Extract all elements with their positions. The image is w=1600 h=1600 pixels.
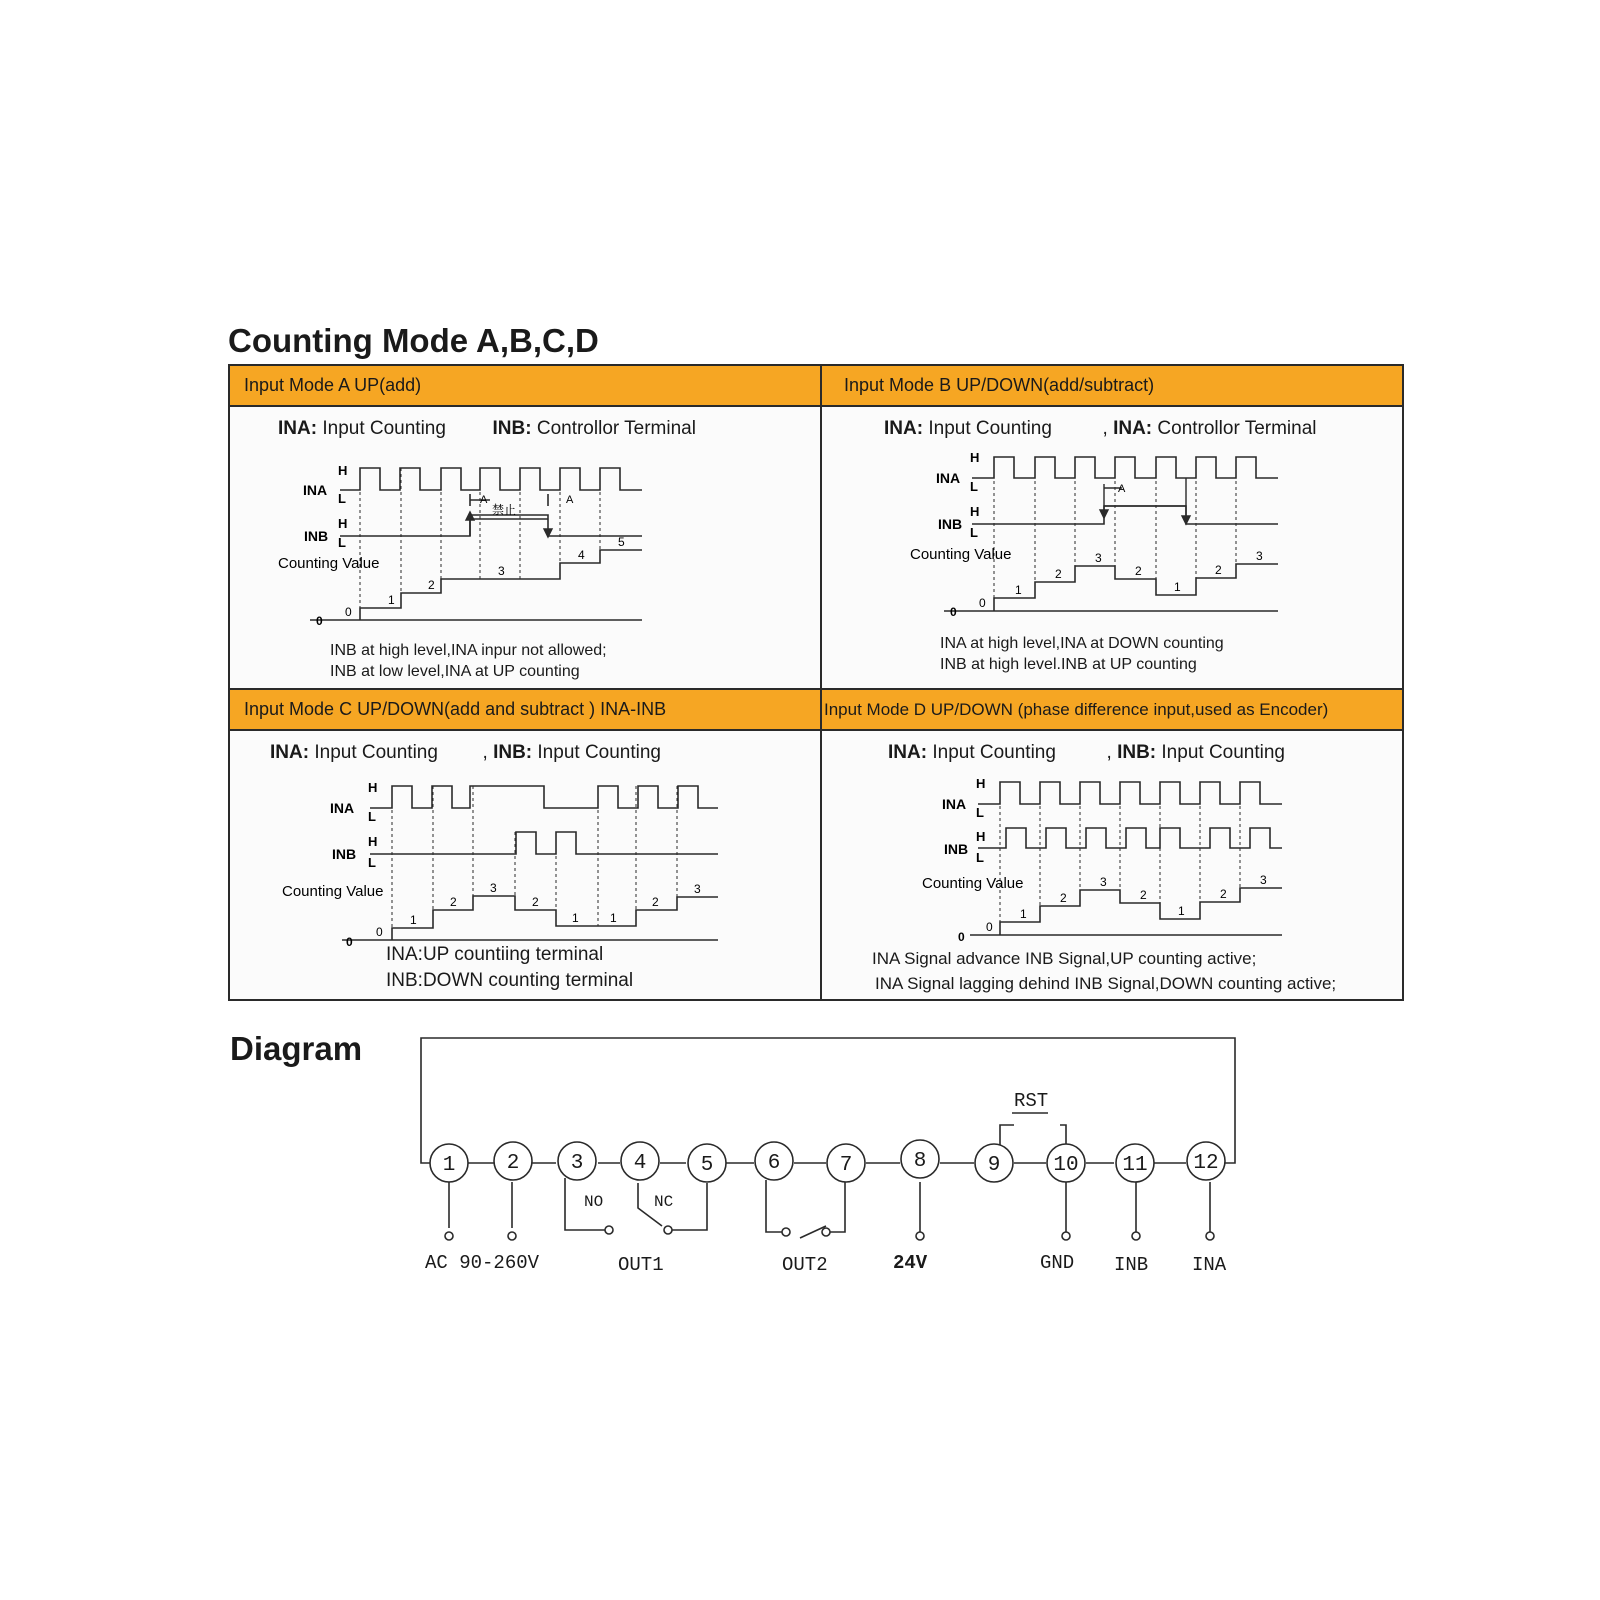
mode-b-value-0: 0 xyxy=(979,596,986,610)
mode-a-inb-high: H xyxy=(338,516,348,531)
mode-c-value-0: 0 xyxy=(376,925,383,939)
mode-b-value-2: 2 xyxy=(1055,567,1062,581)
mode-a-term2-desc: Controllor Terminal xyxy=(536,418,696,439)
mode-a-counting-label: Counting Value xyxy=(278,555,380,572)
terminal-9-label: 9 xyxy=(987,1154,1001,1177)
mode-d-note-line-1: INA Signal advance INB Signal,UP counting active; xyxy=(872,949,1257,968)
mode-b-separator: , xyxy=(1102,418,1108,439)
terminal-4-label: 4 xyxy=(633,1152,647,1175)
mode-c-inb-low: L xyxy=(368,855,376,870)
rst-label: RST xyxy=(1014,1090,1049,1112)
mode-a-note-line-2: INB at low level,INA at UP counting xyxy=(330,663,580,680)
mode-a-delay-2: A xyxy=(566,494,574,506)
mode-c-ina-label: INA xyxy=(330,800,355,816)
terminal-6-label: 6 xyxy=(767,1152,781,1175)
mode-c-counting-label: Counting Value xyxy=(282,883,384,900)
mode-a-term2: INB: xyxy=(492,418,532,439)
mode-b-counting-label: Counting Value xyxy=(910,546,1012,563)
mode-d-value-0: 0 xyxy=(986,920,993,934)
mode-d-value-1: 1 xyxy=(1020,907,1027,921)
mode-b-inb-low: L xyxy=(970,525,978,540)
mode-d-separator: , xyxy=(1106,742,1112,763)
mode-d-value-6: 2 xyxy=(1220,887,1227,901)
mode-c-value-2: 2 xyxy=(450,895,457,909)
mode-c-term2-desc: Input Counting xyxy=(537,742,661,763)
nc-label: NC xyxy=(654,1193,674,1211)
mode-d-inb-high: H xyxy=(976,829,986,844)
mode-a-value-1: 1 xyxy=(388,593,395,607)
mode-c-term2: INB: xyxy=(493,742,533,763)
mode-d-value-5: 1 xyxy=(1178,904,1185,918)
mode-a-header: Input Mode A UP(add) xyxy=(230,366,820,407)
mode-b-value-5: 1 xyxy=(1174,580,1181,594)
mode-c-value-8: 3 xyxy=(694,882,701,896)
page-title: Counting Mode A,B,C,D xyxy=(228,322,599,359)
mode-d-note-line-2: INA Signal lagging dehind INB Signal,DOWN counting active; xyxy=(875,974,1337,993)
terminal-2-label: 2 xyxy=(506,1152,520,1175)
mode-b-term2: INA: xyxy=(1113,418,1153,439)
mode-d-term1-desc: Input Counting xyxy=(932,742,1056,763)
mode-d-inb-label: INB xyxy=(944,841,969,857)
mode-c-value-1: 1 xyxy=(410,913,417,927)
mode-d-term2: INB: xyxy=(1117,742,1157,763)
mode-d-value-4: 2 xyxy=(1140,888,1147,902)
mode-c-zero: 0 xyxy=(346,935,353,949)
mode-a-value-5: 5 xyxy=(618,535,625,549)
mode-d-inb-low: L xyxy=(976,850,984,865)
mode-d-ina-high: H xyxy=(976,776,986,791)
mode-b-term1-desc: Input Counting xyxy=(928,418,1052,439)
mode-c-inb-high: H xyxy=(368,834,378,849)
mode-c-inb-label: INB xyxy=(332,846,357,862)
terminal-1-label: 1 xyxy=(442,1154,456,1177)
mode-c-value-4: 2 xyxy=(532,895,539,909)
mode-c-ina-low: L xyxy=(368,809,376,824)
mode-b-value-4: 2 xyxy=(1135,564,1142,578)
mode-b-ina-low: L xyxy=(970,479,978,494)
terminal-5-label: 5 xyxy=(700,1154,714,1177)
mode-c-term1: INA: xyxy=(270,742,310,763)
mode-b-value-3: 3 xyxy=(1095,551,1102,565)
mode-b-inb-label: INB xyxy=(938,516,963,532)
mode-d-value-7: 3 xyxy=(1260,873,1267,887)
mode-a-zero: 0 xyxy=(316,614,323,628)
mode-c-value-3: 3 xyxy=(490,881,497,895)
no-label: NO xyxy=(584,1193,604,1211)
diagram-title: Diagram xyxy=(230,1030,363,1067)
mode-d-counting-label: Counting Value xyxy=(922,875,1024,892)
terminal-3-label: 3 xyxy=(570,1152,584,1175)
mode-b-ina-high: H xyxy=(970,450,980,465)
terminal-7-label: 7 xyxy=(839,1154,853,1177)
mode-c-header: Input Mode C UP/DOWN(add and subtract ) INA-INB xyxy=(230,690,820,731)
mode-a-delay-1: A xyxy=(480,494,488,506)
ina-label: INA xyxy=(1192,1254,1227,1276)
mode-c-value-5: 1 xyxy=(572,911,579,925)
mode-c-note-line-2: INB:DOWN counting terminal xyxy=(386,970,634,991)
mode-d-term1: INA: xyxy=(888,742,928,763)
terminal-11-label: 11 xyxy=(1122,1154,1148,1177)
mode-a-term1: INA: xyxy=(278,418,318,439)
mode-a-ina-high: H xyxy=(338,463,348,478)
mode-b-value-1: 1 xyxy=(1015,583,1022,597)
mode-a-ina-label: INA xyxy=(303,482,328,498)
mode-c-value-7: 2 xyxy=(652,895,659,909)
mode-b-value-7: 3 xyxy=(1256,549,1263,563)
mode-b-term2-desc: Controllor Terminal xyxy=(1157,418,1317,439)
mode-b-note-line-2: INB at high level.INB at UP counting xyxy=(940,656,1197,673)
mode-a-inb-label: INB xyxy=(304,528,329,544)
mode-b-zero: 0 xyxy=(950,605,957,619)
v24-label: 24V xyxy=(893,1252,928,1274)
mode-c-term1-desc: Input Counting xyxy=(314,742,438,763)
mode-b-ina-label: INA xyxy=(936,470,961,486)
mode-a-note-line-1: INB at high level,INA inpur not allowed; xyxy=(330,642,607,659)
mode-d-ina-label: INA xyxy=(942,796,967,812)
mode-c-note-line-1: INA:UP countiing terminal xyxy=(386,944,604,965)
mode-a-value-4: 4 xyxy=(578,548,585,562)
mode-b-delay: A xyxy=(1118,483,1126,495)
mode-a-ina-low: L xyxy=(338,491,346,506)
out2-label: OUT2 xyxy=(782,1254,828,1276)
mode-b-term1: INA: xyxy=(884,418,924,439)
mode-a-forbidden: 禁止 xyxy=(492,503,517,517)
mode-d-zero: 0 xyxy=(958,930,965,944)
mode-d-term2-desc: Input Counting xyxy=(1161,742,1285,763)
mode-b-header: Input Mode B UP/DOWN(add/subtract) xyxy=(822,366,1402,407)
mode-c-ina-high: H xyxy=(368,780,378,795)
inb-label: INB xyxy=(1114,1254,1149,1276)
mode-b-note-line-1: INA at high level,INA at DOWN counting xyxy=(940,635,1224,652)
mode-b-value-6: 2 xyxy=(1215,563,1222,577)
mode-d-value-3: 3 xyxy=(1100,875,1107,889)
mode-a-term1-desc: Input Counting xyxy=(322,418,446,439)
mode-a-value-3: 3 xyxy=(498,564,505,578)
terminal-8-label: 8 xyxy=(913,1150,927,1173)
terminal-10-label: 10 xyxy=(1053,1154,1079,1177)
gnd-label: GND xyxy=(1040,1252,1075,1274)
mode-b-inb-high: H xyxy=(970,504,980,519)
terminal-12-label: 12 xyxy=(1193,1152,1219,1175)
mode-d-ina-low: L xyxy=(976,805,984,820)
mode-a-value-2: 2 xyxy=(428,578,435,592)
mode-c-separator: , xyxy=(482,742,488,763)
out1-label: OUT1 xyxy=(618,1254,664,1276)
power-label: AC 90-260V xyxy=(425,1252,540,1274)
mode-c-value-6: 1 xyxy=(610,911,617,925)
mode-a-inb-low: L xyxy=(338,535,346,550)
mode-d-value-2: 2 xyxy=(1060,891,1067,905)
mode-d-header: Input Mode D UP/DOWN (phase difference input,used as Encoder) xyxy=(822,690,1402,731)
mode-a-value-0: 0 xyxy=(345,605,352,619)
